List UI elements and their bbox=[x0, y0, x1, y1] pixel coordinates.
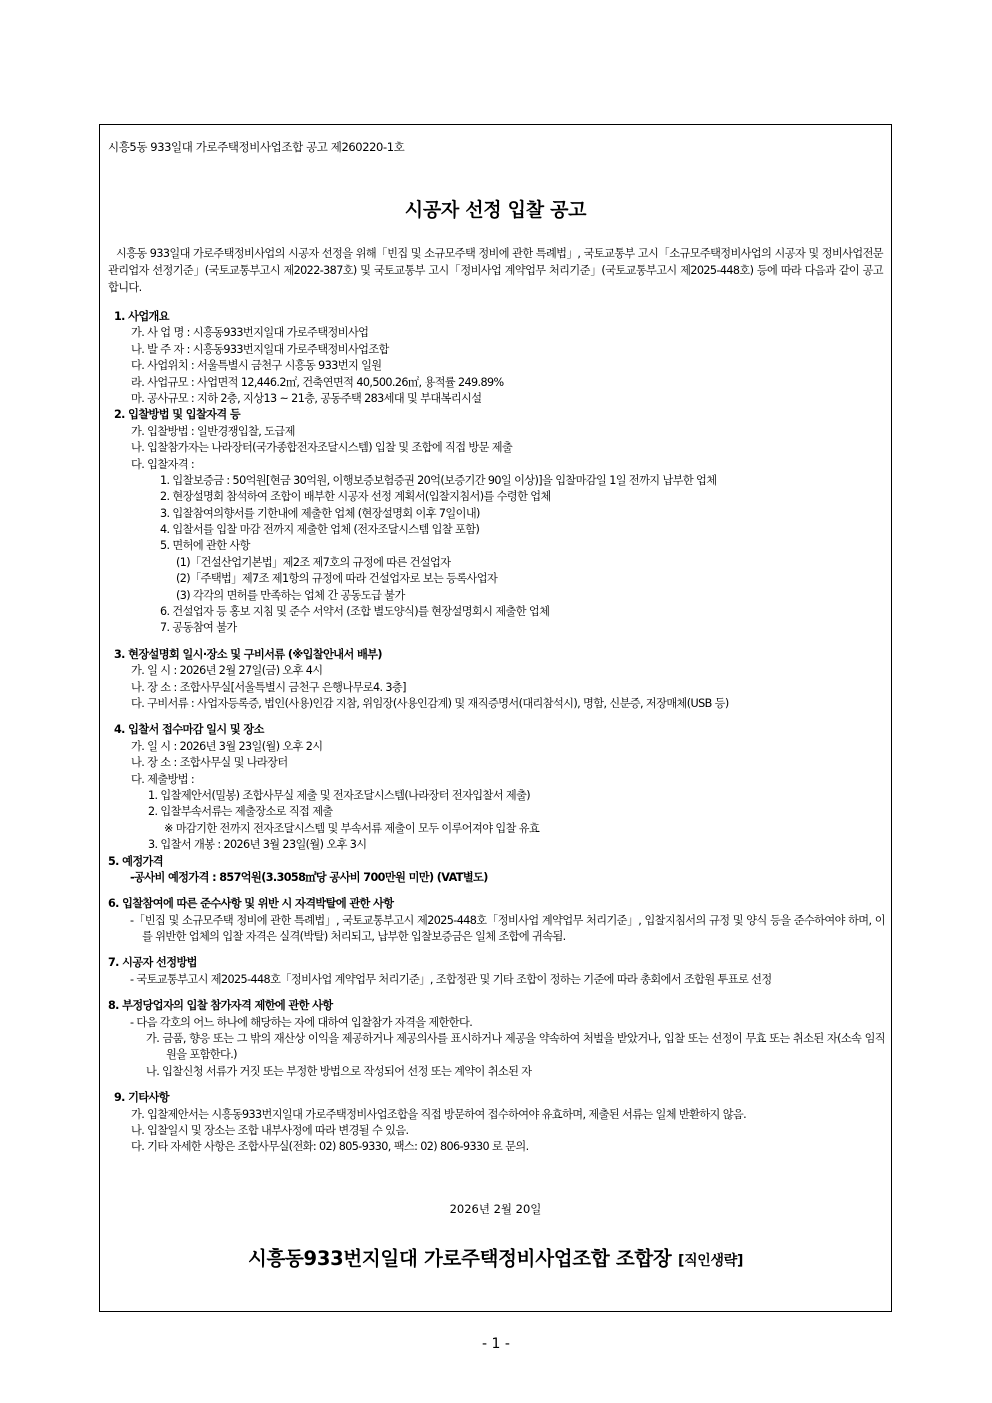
list-item: 3. 입찰서 개봉 : 2026년 3월 23일(월) 오후 3시 bbox=[148, 838, 367, 852]
section-3-heading: 3. 현장설명회 일시·장소 및 구비서류 (※입찰안내서 배부) bbox=[114, 647, 382, 661]
list-item: 나. 발 주 자 : 시흥동933번지일대 가로주택정비사업조합 bbox=[131, 342, 389, 356]
list-item: 3. 입찰참여의향서를 기한내에 제출한 업체 (현장설명회 이후 7일이내) bbox=[160, 506, 480, 520]
list-item: 가. 입찰방법 : 일반경쟁입찰, 도급제 bbox=[131, 424, 295, 438]
intro-paragraph: 시흥동 933일대 가로주택정비사업의 시공자 선정을 위해「빈집 및 소규모주택 정비에 관한 특례법」, 국토교통부 고시「소규모주택정비사업의 시공자 및 정비사업전문관리업자 선정기준」(국토교통부고시 제2022-387호) 및 국토교통부 고시「정비사업 계약업무 처리기준」(국토교통부고시 제2025-448호) 등에 따라 다음과 같이 공고합니다. bbox=[108, 247, 883, 294]
list-item: (1)「건설산업기본법」제2조 제7호의 규정에 따른 건설업자 bbox=[176, 555, 451, 569]
section-5-heading: 5. 예정가격 bbox=[108, 854, 163, 868]
list-item: 나. 입찰일시 및 장소는 조합 내부사정에 따라 변경될 수 있음. bbox=[131, 1124, 409, 1138]
section-8-heading: 8. 부정당업자의 입찰 참가자격 제한에 관한 사항 bbox=[108, 999, 333, 1013]
list-item: 가. 사 업 명 : 시흥동933번지일대 가로주택정비사업 bbox=[131, 326, 369, 340]
list-item: 2. 입찰부속서류는 제출장소로 직접 제출 bbox=[148, 805, 333, 819]
list-item: 2. 현장설명회 참석하여 조합이 배부한 시공자 선정 계획서(입찰지침서)를 수령한 업체 bbox=[160, 490, 551, 504]
list-item: (3) 각각의 면허를 만족하는 업체 간 공동도급 불가 bbox=[176, 588, 405, 602]
list-item: 7. 공동참여 불가 bbox=[160, 621, 237, 635]
list-item: 1. 입찰제안서(밀봉) 조합사무실 제출 및 전자조달시스템(나라장터 전자입찰서 제출) bbox=[148, 788, 531, 802]
section-4-heading: 4. 입찰서 접수마감 일시 및 장소 bbox=[114, 723, 264, 737]
page-number: - 1 - bbox=[482, 1336, 510, 1352]
list-item: 가. 일 시 : 2026년 3월 23일(월) 오후 2시 bbox=[131, 739, 323, 753]
list-item: 나. 입찰참가자는 나라장터(국가종합전자조달시스템) 입찰 및 조합에 직접 방문 제출 bbox=[131, 441, 513, 455]
section-6-heading: 6. 입찰참여에 따른 준수사항 및 위반 시 자격박탈에 관한 사항 bbox=[108, 897, 394, 911]
estimated-price: -공사비 예정가격 : 857억원(3.3058㎡당 공사비 700만원 미만) (VAT별도) bbox=[130, 870, 488, 884]
list-item: 4. 입찰서를 입찰 마감 전까지 제출한 업체 (전자조달시스템 입찰 포함) bbox=[160, 523, 480, 537]
list-item: (2)「주택법」제7조 제1항의 규정에 따라 건설업자로 보는 등록사업자 bbox=[176, 572, 498, 586]
list-item: 1. 입찰보증금 : 50억원[현금 30억원, 이행보증보험증권 20억(보증기간 90일 이상)]을 입찰마감일 1일 전까지 납부한 업체 bbox=[160, 473, 717, 487]
list-item: 마. 공사규모 : 지하 2층, 지상13 ~ 21층, 공동주택 283세대 및 부대복리시설 bbox=[131, 391, 482, 405]
section-2-heading: 2. 입찰방법 및 입찰자격 등 bbox=[114, 408, 241, 422]
list-item: 가. 입찰제안서는 시흥동933번지일대 가로주택정비사업조합을 직접 방문하여 접수하여야 유효하며, 제출된 서류는 일체 반환하지 않음. bbox=[131, 1107, 747, 1121]
page-title: 시공자 선정 입찰 공고 bbox=[404, 199, 587, 221]
list-item: 나. 입찰신청 서류가 거짓 또는 부정한 방법으로 작성되어 선정 또는 계약이 취소된 자 bbox=[146, 1064, 532, 1078]
list-item: 다. 기타 자세한 사항은 조합사무실(전화: 02) 805-9330, 팩스: 02) 806-9330 로 문의. bbox=[131, 1140, 529, 1154]
list-item: 6. 건설업자 등 홍보 지침 및 준수 서약서 (조합 별도양식)를 현장설명회시 제출한 업체 bbox=[160, 605, 550, 619]
list-item: 다. 사업위치 : 서울특별시 금천구 시흥동 933번지 일원 bbox=[131, 359, 382, 373]
list-item: 나. 장 소 : 조합사무실[서울특별시 금천구 은행나무로4. 3층] bbox=[131, 680, 406, 694]
list-item: 나. 장 소 : 조합사무실 및 나라장터 bbox=[131, 756, 288, 770]
list-item: -「빈집 및 소규모주택 정비에 관한 특례법」, 국토교통부고시 제2025-448호「정비사업 계약업무 처리기준」, 입찰지침서의 규정 및 양식 등을 준수하여야 하며, 이를 위반한 업체의 입찰 자격은 실격(박탈) 처리되고, 납부한 입찰보증금은 일체 조합에 귀속됨. bbox=[130, 913, 885, 944]
list-item: 다. 구비서류 : 사업자등록증, 법인(사용)인감 지참, 위임장(사용인감계) 및 재직증명서(대리참석시), 명함, 신분증, 저장매체(USB 등) bbox=[131, 696, 729, 710]
section-9-heading: 9. 기타사항 bbox=[114, 1091, 169, 1105]
notice-number: 시흥5동 933일대 가로주택정비사업조합 공고 제260220-1호 bbox=[108, 140, 405, 154]
signatory: 시흥동933번지일대 가로주택정비사업조합 조합장 bbox=[247, 1247, 672, 1270]
signature-line bbox=[100, 1243, 891, 1271]
list-item: - 국토교통부고시 제2025-448호「정비사업 계약업무 처리기준」, 조합정관 및 기타 조합이 정하는 기준에 따라 총회에서 조합원 투표로 선정 bbox=[130, 972, 772, 986]
notice-date: 2026년 2월 20일 bbox=[449, 1202, 542, 1216]
notice-body bbox=[108, 309, 885, 1156]
notice-frame bbox=[99, 124, 892, 1312]
seal-note: [직인생략] bbox=[677, 1253, 744, 1269]
list-item: 5. 면허에 관한 사항 bbox=[160, 539, 250, 553]
list-item: 다. 입찰자격 : bbox=[131, 457, 195, 471]
list-item: 라. 사업규모 : 사업면적 12,446.2㎡, 건축연면적 40,500.26㎡, 용적률 249.89% bbox=[131, 375, 504, 389]
section-7-heading: 7. 시공자 선정방법 bbox=[108, 956, 197, 970]
list-item: - 다음 각호의 어느 하나에 해당하는 자에 대하여 입찰참가 자격을 제한한다. bbox=[130, 1015, 473, 1029]
section-1-heading: 1. 사업개요 bbox=[114, 310, 169, 323]
list-item: 가. 금품, 향응 또는 그 밖의 재산상 이익을 제공하거나 제공의사를 표시하거나 제공을 약속하여 처벌을 받았거나, 입찰 또는 선정이 무효 또는 취소된 자(소속 임직원을 포함한다.) bbox=[146, 1032, 885, 1062]
list-note: ※ 마감기한 전까지 전자조달시스템 및 부속서류 제출이 모두 이루어져야 입찰 유효 bbox=[164, 821, 540, 835]
list-item: 가. 일 시 : 2026년 2월 27일(금) 오후 4시 bbox=[131, 664, 323, 678]
list-item: 다. 제출방법 : bbox=[131, 772, 195, 786]
